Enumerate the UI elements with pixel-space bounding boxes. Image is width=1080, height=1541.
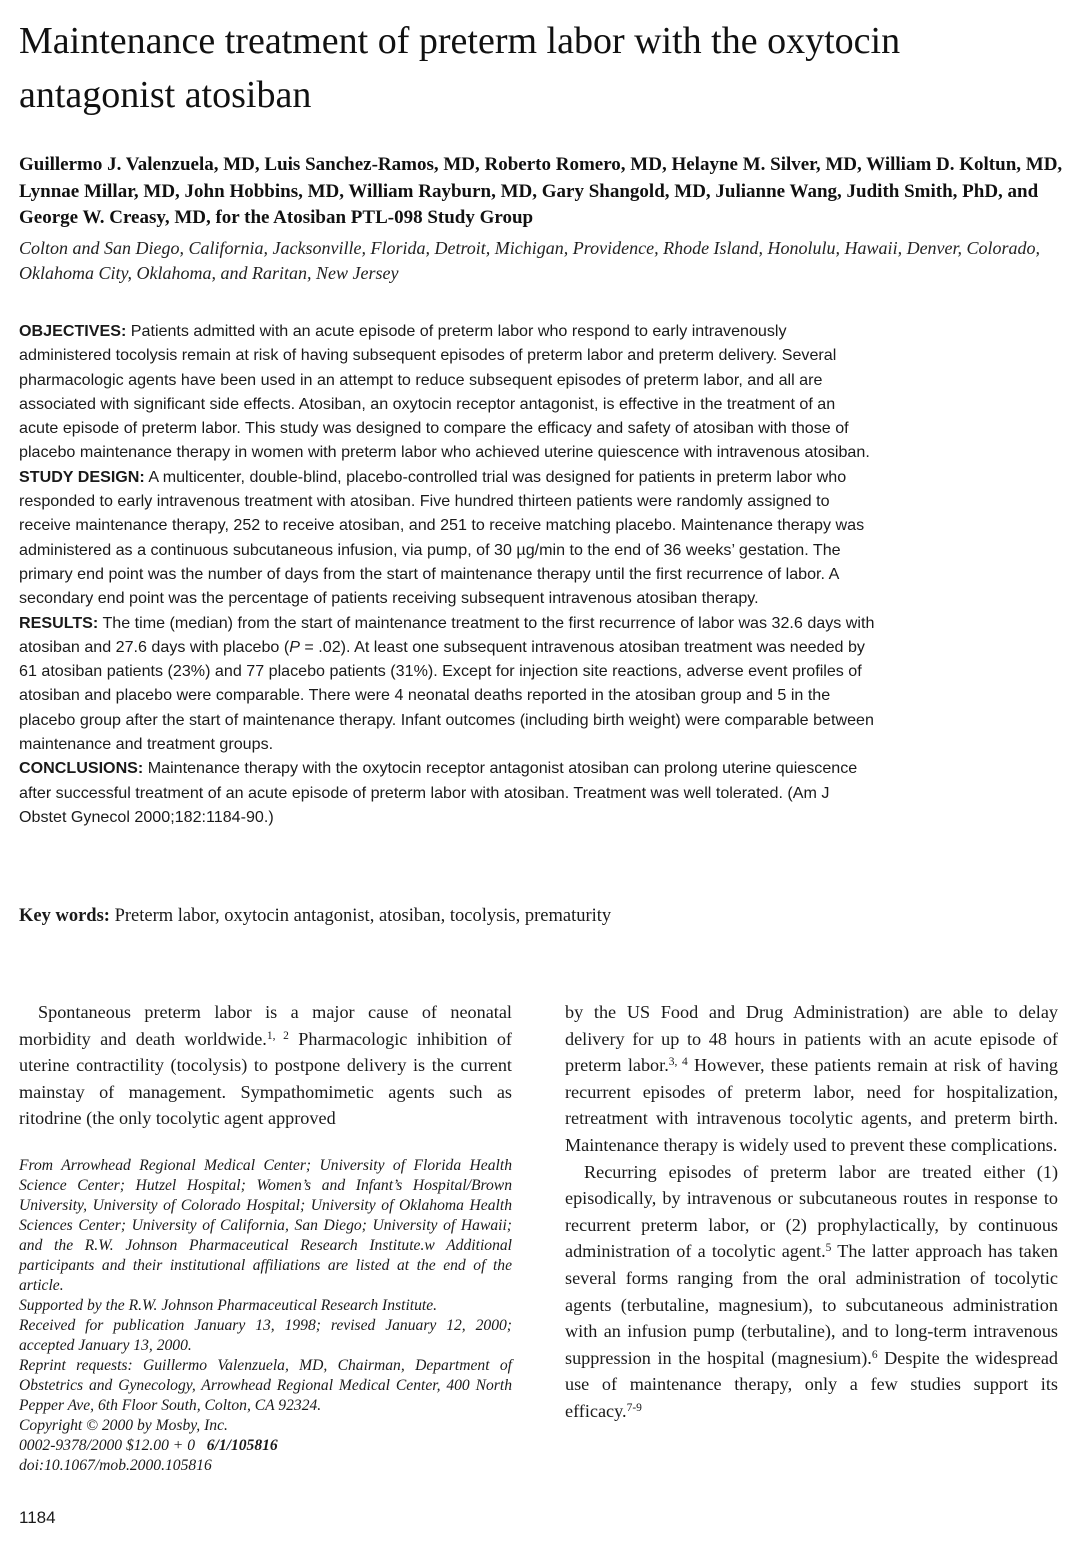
page-number: 1184	[19, 1508, 56, 1527]
body-paragraph	[565, 1159, 1058, 1425]
abstract-study-design	[19, 465, 875, 611]
study-design-label: STUDY DESIGN:	[19, 467, 145, 486]
abstract-objectives	[19, 319, 875, 465]
citation-ref[interactable]: 5	[825, 1242, 832, 1255]
article-title: Maintenance treatment of preterm labor with the oxytocin antagonist atosiban	[19, 20, 901, 116]
objectives-text: Patients admitted with an acute episode of preterm labor who respond to early intravenously administered tocolysis remain at risk of having subsequent episodes of preterm labor and preterm delivery. Several pharmacologic agents have been used in an attempt to reduce subsequent episodes of preterm labor, and all are associated with significant side effects. Atosiban, an oxytocin receptor antagonist, is effective in the treatment of an acute episode of preterm labor. This study was designed to compare the efficacy and safety of atosiban with those of placebo maintenance therapy in women with preterm labor who achieved uterine quiescence with intravenous atosiban.	[19, 322, 870, 462]
objectives-label: OBJECTIVES:	[19, 322, 127, 340]
keywords-text: Preterm labor, oxytocin antagonist, atosiban, tocolysis, prematurity	[109, 906, 612, 926]
body-text: Despite the widespread use of maintenance therapy, only a few studies support its efficacy.	[565, 1347, 1058, 1421]
footnote-support: Supported by the R.W. Johnson Pharmaceutical Research Institute.	[19, 1297, 438, 1314]
results-text: The time (median) from the start of maintenance treatment to the first recurrence of labor was 32.6 days with atosiban and 27.6 days with placebo (	[19, 613, 875, 656]
footnote-received: Received for publication January 13, 1998; revised January 12, 2000; accepted January 13, 2000.	[19, 1317, 512, 1354]
results-text-continued: = .02). At least one subsequent intravenous atosiban treatment was needed by 61 atosiban patients (23%) and 77 placebo patients (31%). Except for injection site reactions, adverse event profiles of atosiban and placebo were comparable. There were 4 neonatal deaths reported in the atosiban group and 5 in the placebo group after the start of maintenance therapy. Infant outcomes (including birth weight) were comparable between maintenance and treatment groups.	[19, 637, 874, 754]
body-text: Spontaneous preterm labor is a major cause of neonatal morbidity and death worldwide.	[19, 1002, 512, 1049]
study-design-text: A multicenter, double-blind, placebo-controlled trial was designed for patients in preterm labor who responded to early intravenous treatment with atosiban. Five hundred thirteen patients were randomly assigned to receive maintenance therapy, 252 to receive atosiban, and 251 to receive matching placebo. Maintenance therapy was administered as a continuous subcutaneous infusion, via pump, of 30 µg/min to the end of 36 weeks’ gestation. The primary end point was the number of days from the start of maintenance therapy until the first recurrence of labor. A secondary end point was the percentage of patients receiving subsequent intravenous atosiban therapy.	[19, 467, 865, 608]
footnotes	[19, 1156, 512, 1476]
footnote-doi[interactable]: doi:10.1067/mob.2000.105816	[19, 1457, 212, 1474]
conclusions-label: CONCLUSIONS:	[19, 759, 144, 778]
citation-ref[interactable]: 7-9	[626, 1401, 642, 1414]
body-text: Recurring episodes of preterm labor are treated either (1) episodically, by intravenous or subcutaneous routes in response to recurrent preterm labor, or (2) prophylactically, by continuous administration of a tocolytic agent.	[565, 1161, 1058, 1262]
p-value-symbol: P	[289, 637, 300, 656]
body-paragraph	[565, 999, 1058, 1159]
citation-ref[interactable]: 1, 2	[266, 1029, 289, 1042]
body-paragraph	[19, 999, 512, 1132]
keywords-label: Key words:	[19, 906, 110, 926]
footnote-reprint: Reprint requests: Guillermo Valenzuela, MD, Chairman, Department of Obstetrics and Gynecology, Arrowhead Regional Medical Center, 400 North Pepper Ave, 6th Floor South, Colton, CA 92324.	[19, 1357, 512, 1414]
author-locations: Colton and San Diego, California, Jacksonville, Florida, Detroit, Michigan, Providence, Rhode Island, Honolulu, Hawaii, Denver, Colorado, Oklahoma City, Oklahoma, and Raritan, New Jersey	[19, 238, 1041, 283]
results-label: RESULTS:	[19, 613, 99, 632]
issn-text: 0002-9378/2000 $12.00 + 0	[19, 1437, 207, 1454]
abstract	[19, 319, 875, 829]
footnote-issn	[19, 1436, 512, 1456]
body-text: by the US Food and Drug Administration) are able to delay delivery for up to 48 hours in patients with an acute episode of preterm labor.	[565, 1002, 1058, 1076]
issn-code: 6/1/105816	[206, 1437, 278, 1454]
author-list: Guillermo J. Valenzuela, MD, Luis Sanchez-Ramos, MD, Roberto Romero, MD, Helayne M. Silver, MD, William D. Koltun, MD, Lynnae Millar, MD, John Hobbins, MD, William Rayburn, MD, Gary Shangold, MD, Julianne Wang, Judith Smith, PhD, and George W. Creasy, MD, for the Atosiban PTL-098 Study Group	[19, 154, 1063, 228]
keywords	[19, 903, 1019, 929]
body-column-right	[565, 999, 1058, 1425]
body-column-left	[19, 999, 512, 1132]
abstract-conclusions	[19, 756, 875, 829]
body-text: However, these patients remain at risk of having recurrent episodes of preterm labor, need for hospitalization, retreatment with intravenous tocolytic agents, and preterm birth. Maintenance therapy is widely used to prevent these complications.	[565, 1055, 1059, 1155]
body-text: The latter approach has taken several forms ranging from the oral administration of tocolytic agents (terbutaline, magnesium), to subcutaneous administration with an infusion pump (terbutaline), and to long-term intravenous suppression in the hospital (magnesium).	[565, 1241, 1058, 1368]
citation-ref[interactable]: 3, 4	[668, 1056, 688, 1069]
citation-ref[interactable]: 6	[871, 1348, 878, 1361]
abstract-results	[19, 611, 875, 757]
footnote-affiliations: From Arrowhead Regional Medical Center; University of Florida Health Science Center; Hutzel Hospital; Women’s and Infant’s Hospital/Brown University, University of Colorado Hospital; University of Oklahoma Health Sciences Center; University of California, San Diego; University of Hawaii; and the R.W. Johnson Pharmaceutical Research Institute.w Additional participants and their institutional affiliations are listed at the end of the article.	[19, 1157, 512, 1294]
body-text: Pharmacologic inhibition of uterine contractility (tocolysis) to postpone delivery is the current mainstay of management. Sympathomimetic agents such as ritodrine (the only tocolytic agent approved	[19, 1028, 512, 1129]
footnote-copyright: Copyright © 2000 by Mosby, Inc.	[19, 1417, 228, 1434]
conclusions-text: Maintenance therapy with the oxytocin receptor antagonist atosiban can prolong uterine quiescence after successful treatment of an acute episode of preterm labor with atosiban. Treatment was well tolerated. (Am J Obstet Gynecol 2000;182:1184-90.)	[19, 759, 858, 826]
